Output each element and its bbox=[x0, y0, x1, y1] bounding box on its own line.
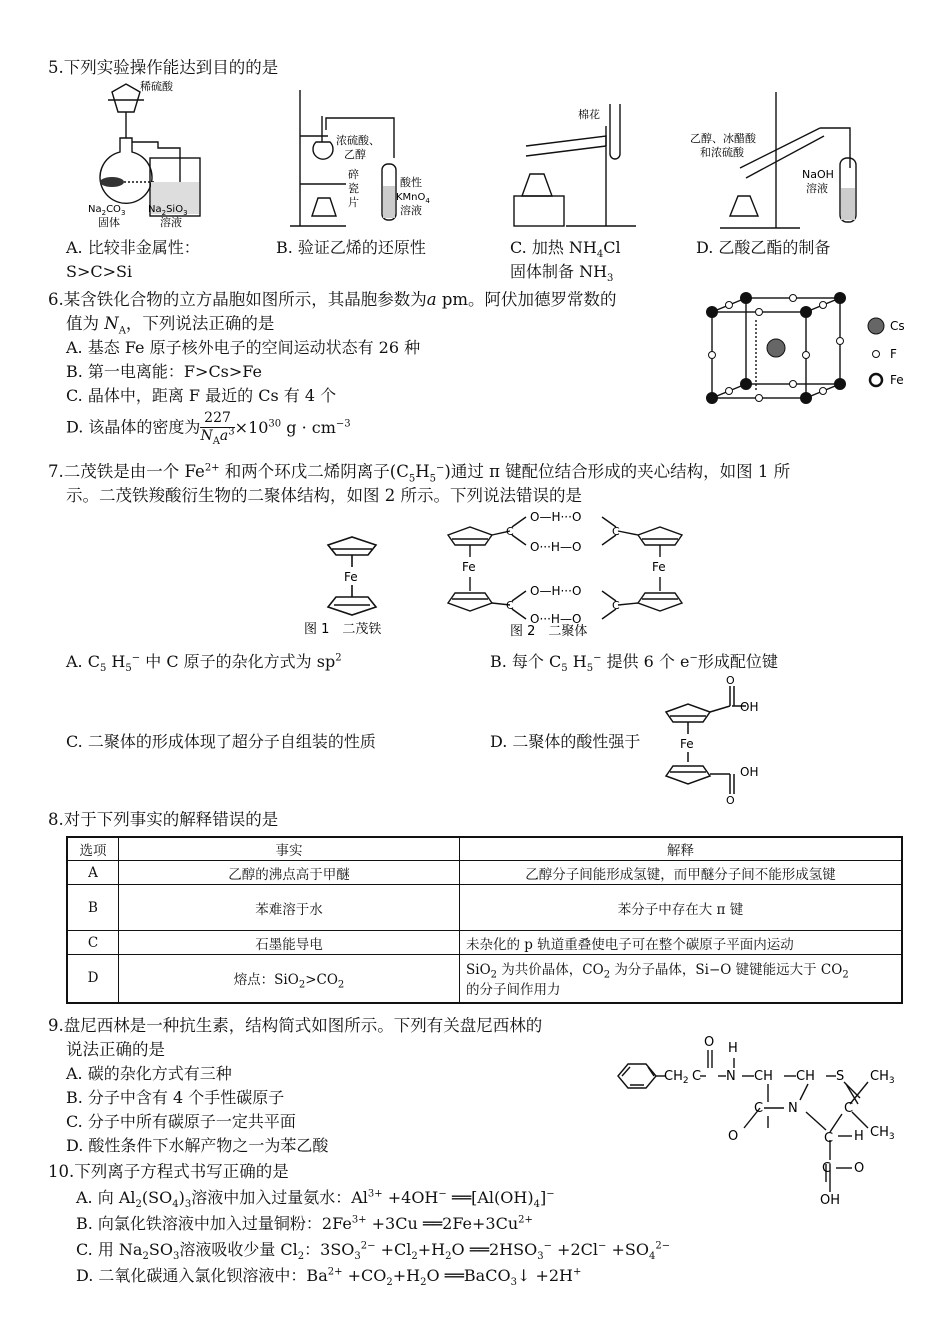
apparatus-a-label-3: 固体 bbox=[98, 216, 120, 229]
q9-stem-line2: 说法正确的是 bbox=[66, 1040, 165, 1059]
table-row bbox=[67, 861, 902, 885]
table-cell: 苯难溶于水 bbox=[119, 885, 460, 931]
apparatus-b-label-3: 碎 bbox=[348, 168, 359, 181]
q5-option-c-line2: 固体制备 $NH_3$ bbox=[510, 262, 614, 285]
crystal-cell-figure bbox=[698, 292, 908, 412]
q6-option-b: B. 第一电离能：F>Cs>Fe bbox=[66, 362, 262, 381]
q10-option-d: D. 二氧化碳通入氯化钡溶液中：$Ba^{2+} +CO_2+H_2O$ ══BaCO$_3$↓ +2H+ bbox=[76, 1266, 582, 1289]
ferrocene-figure bbox=[300, 525, 420, 640]
table-header-fact: 事实 bbox=[119, 837, 460, 861]
apparatus-b-label-7: KMnO$_4$ bbox=[396, 192, 430, 205]
table-row bbox=[67, 885, 902, 931]
penicillin-n-ring: N bbox=[788, 1101, 798, 1116]
q6-option-d: D. 该晶体的密度为 227 $N_Aa^3$ $\times 10^{30}$ $g \cdot cm^{-3}$ bbox=[66, 410, 351, 447]
table-row bbox=[67, 955, 902, 1003]
penicillin-c-carbonyl: C bbox=[692, 1069, 702, 1084]
penicillin-structure-figure bbox=[608, 1032, 908, 1212]
apparatus-a-figure bbox=[78, 78, 208, 236]
penicillin-oh: OH bbox=[820, 1193, 841, 1208]
acid-fe: Fe bbox=[680, 737, 694, 751]
apparatus-b-label-4: 瓷 bbox=[348, 182, 359, 195]
q5-option-a-line2: S>C>Si bbox=[66, 262, 133, 281]
apparatus-d-label-4: 溶液 bbox=[806, 182, 828, 195]
q6-option-c: C. 晶体中，距离 F 最近的 Cs 有 4 个 bbox=[66, 386, 337, 405]
apparatus-c-figure bbox=[506, 96, 646, 236]
apparatus-b-figure bbox=[286, 86, 436, 236]
q9-option-d: D. 酸性条件下水解产物之一为苯乙酸 bbox=[66, 1136, 329, 1155]
legend-f: F bbox=[890, 347, 897, 361]
q7-option-c: C. 二聚体的形成体现了超分子自组装的性质 bbox=[66, 732, 376, 751]
q8-stem: 8.对于下列事实的解释错误的是 bbox=[48, 810, 279, 829]
q5-option-d: D. 乙酸乙酯的制备 bbox=[696, 238, 831, 257]
table-cell: B bbox=[67, 885, 119, 931]
penicillin-ch2: $CH_2$ bbox=[664, 1069, 689, 1086]
penicillin-ch3-bottom: $CH_3$ bbox=[870, 1125, 895, 1142]
q9-option-c: C. 分子中所有碳原子一定共平面 bbox=[66, 1112, 296, 1131]
penicillin-c-alpha: C bbox=[824, 1131, 834, 1146]
table-cell: 未杂化的 p 轨道重叠使电子可在整个碳原子平面内运动 bbox=[460, 931, 903, 955]
penicillin-h-top: H bbox=[728, 1041, 738, 1056]
apparatus-d-label-1: 乙醇、冰醋酸 bbox=[690, 132, 756, 145]
table-cell: 熔点：$SiO_2>CO_2$ bbox=[119, 955, 460, 1003]
q5-option-a-line1: A. 比较非金属性： bbox=[66, 238, 200, 257]
apparatus-b-label-1: 浓硫酸、 bbox=[336, 134, 380, 147]
fig2-caption: 图 2 二聚体 bbox=[510, 624, 588, 639]
table-row bbox=[67, 931, 902, 955]
dimer-row-4: O···H—O bbox=[530, 612, 582, 626]
table-cell: D bbox=[67, 955, 119, 1003]
table-cell: 石墨能导电 bbox=[119, 931, 460, 955]
q7-option-b: B. 每个 $C_5$ $H_5^-$ 提供 6 个 e−形成配位键 bbox=[490, 652, 778, 675]
q7-option-a: A. $C_5$ $H_5^-$ 中 C 原子的杂化方式为 $sp^2$ bbox=[66, 652, 342, 675]
penicillin-c-quaternary: C bbox=[844, 1101, 854, 1116]
apparatus-a-label-1: 稀硫酸 bbox=[140, 80, 173, 93]
q7-stem-line1: 7.二茂铁是由一个 $Fe^{2+}$ 和两个环戊二烯阴离子$(C_5H_5^-)$通过 π 键配位结合形成的夹心结构，如图 1 所 bbox=[48, 462, 791, 485]
acid-oh-bottom: OH bbox=[740, 765, 759, 779]
fe-label-fig1: Fe bbox=[344, 570, 358, 584]
table-header-explanation: 解释 bbox=[460, 837, 903, 861]
dimer-row-2: O···H—O bbox=[530, 540, 582, 554]
dimer-c3: C bbox=[506, 599, 514, 612]
q5-option-b: B. 验证乙烯的还原性 bbox=[276, 238, 426, 257]
apparatus-d-figure bbox=[690, 88, 870, 236]
dimer-figure bbox=[440, 505, 690, 640]
apparatus-b-label-6: 酸性 bbox=[400, 176, 422, 189]
q7-option-d: D. 二聚体的酸性强于 bbox=[490, 732, 641, 751]
q10-option-a: A. 向 $Al_2(SO_4)_3$溶液中加入过量氨水：$Al^{3+} +4OH^-$ $══[Al(OH)_4]^-$ bbox=[76, 1188, 555, 1211]
apparatus-d-label-2: 和浓硫酸 bbox=[700, 146, 744, 159]
penicillin-o-acid: O bbox=[854, 1161, 865, 1176]
dimer-c4: C bbox=[612, 599, 620, 612]
table-cell: 苯分子中存在大 π 键 bbox=[460, 885, 903, 931]
penicillin-o-top: O bbox=[704, 1035, 715, 1050]
q5-option-c-line1: C. 加热 $NH_4Cl$ bbox=[510, 238, 621, 261]
fe-label-fig2a: Fe bbox=[462, 560, 476, 574]
penicillin-c-lactam: C bbox=[754, 1101, 764, 1116]
table-cell: 乙醇的沸点高于甲醚 bbox=[119, 861, 460, 885]
legend-fe: Fe bbox=[890, 373, 904, 387]
table-cell: C bbox=[67, 931, 119, 955]
legend-cs: Cs bbox=[890, 319, 905, 333]
penicillin-ch-2: CH bbox=[796, 1069, 815, 1084]
table-cell: 乙醇分子间能形成氢键，而甲醚分子间不能形成氢键 bbox=[460, 861, 903, 885]
dimer-top-row: O—H···O bbox=[530, 510, 582, 524]
apparatus-a-label-5: 溶液 bbox=[160, 216, 182, 229]
dimer-c1: C bbox=[506, 525, 514, 538]
q9-stem-line1: 9.盘尼西林是一种抗生素，结构简式如图所示。下列有关盘尼西林的 bbox=[48, 1016, 543, 1035]
acid-o-bottom: O bbox=[726, 794, 735, 806]
apparatus-d-label-3: NaOH bbox=[802, 168, 834, 181]
apparatus-a-label-4: $Na_2SiO_3$ bbox=[148, 204, 188, 217]
apparatus-b-label-2: 乙醇 bbox=[344, 148, 366, 161]
apparatus-c-label-1: 棉花 bbox=[578, 108, 600, 121]
penicillin-h-alpha: H bbox=[854, 1129, 864, 1144]
penicillin-s: S bbox=[836, 1069, 845, 1084]
acid-o-top: O bbox=[726, 676, 735, 687]
q8-table bbox=[66, 836, 903, 1004]
penicillin-ch3-top: $CH_3$ bbox=[870, 1069, 895, 1086]
q6-stem-line2: 值为 $N_A$，下列说法正确的是 bbox=[66, 314, 275, 337]
penicillin-c-acid: C bbox=[822, 1161, 832, 1176]
table-cell: SiO$_2$ 为共价晶体，$CO_2$ 为分子晶体，Si−O 键键能远大于 $CO_2$ 的分子间作用力 bbox=[460, 955, 903, 1003]
penicillin-o-lactam: O bbox=[728, 1129, 739, 1144]
q6-option-a: A. 基态 Fe 原子核外电子的空间运动状态有 26 种 bbox=[66, 338, 421, 357]
dimer-c2: C bbox=[612, 525, 620, 538]
q6-stem-line1: 6.某含铁化合物的立方晶胞如图所示，其晶胞参数为a pm。阿伏加德罗常数的 bbox=[48, 290, 617, 309]
penicillin-n-amide: N bbox=[726, 1069, 736, 1084]
q9-option-a: A. 碳的杂化方式有三种 bbox=[66, 1064, 232, 1083]
fe-label-fig2b: Fe bbox=[652, 560, 666, 574]
apparatus-a-label-2: $Na_2CO_3$ bbox=[88, 204, 126, 217]
table-cell: A bbox=[67, 861, 119, 885]
apparatus-b-label-8: 溶液 bbox=[400, 204, 422, 217]
q10-option-c: C. 用 $Na_2SO_3$溶液吸收少量 $Cl_2$：$3SO_3^{2-} +Cl_2+H_2O$ $══2HSO_3^- +2Cl^- +SO_4^{2-}$ bbox=[76, 1240, 671, 1263]
apparatus-b-label-5: 片 bbox=[348, 196, 359, 209]
q10-option-b: B. 向氯化铁溶液中加入过量铜粉：$2Fe^{3+} +3Cu$ $══2Fe+3Cu^{2+}$ bbox=[76, 1214, 533, 1233]
penicillin-ch-1: CH bbox=[754, 1069, 773, 1084]
q9-option-b: B. 分子中含有 4 个手性碳原子 bbox=[66, 1088, 285, 1107]
ferrocene-acid-figure bbox=[660, 676, 770, 806]
table-header-option: 选项 bbox=[67, 837, 119, 861]
dimer-row-3: O—H···O bbox=[530, 584, 582, 598]
q10-stem: 10.下列离子方程式书写正确的是 bbox=[48, 1162, 289, 1181]
q5-stem: 5.下列实验操作能达到目的的是 bbox=[48, 58, 279, 77]
acid-oh-top: OH bbox=[740, 700, 759, 714]
q7-stem-line2: 示。二茂铁羧酸衍生物的二聚体结构，如图 2 所示。下列说法错误的是 bbox=[66, 486, 582, 505]
fig1-caption: 图 1 二茂铁 bbox=[304, 622, 382, 637]
